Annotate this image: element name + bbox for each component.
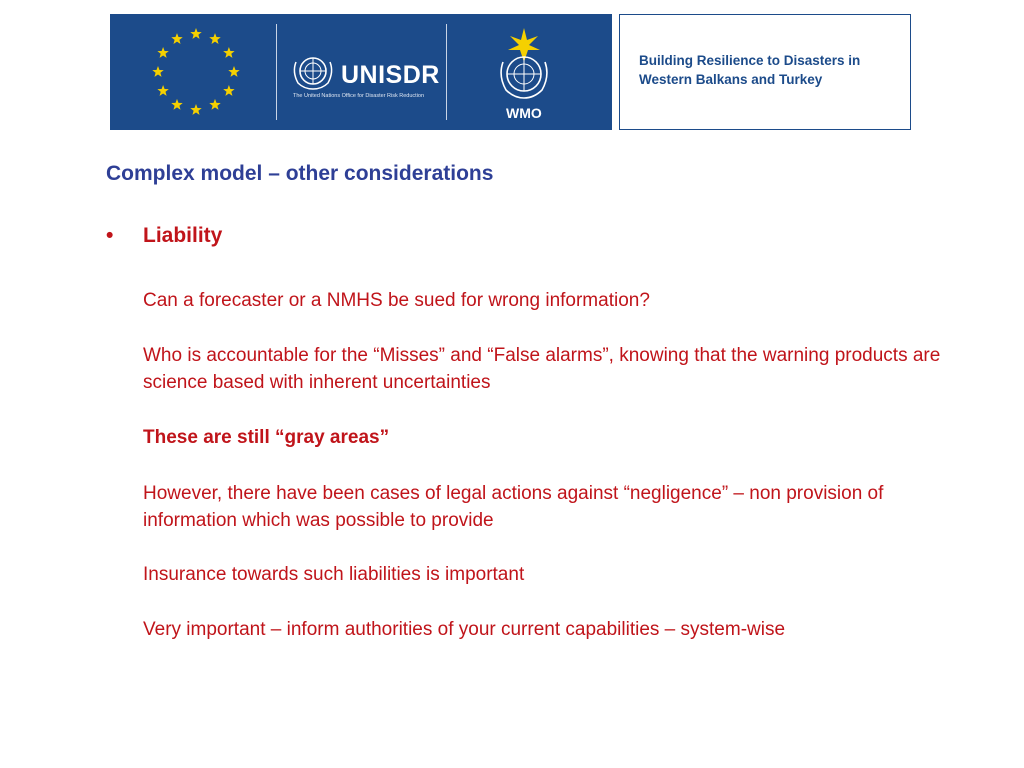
logo-strip: [110, 14, 612, 130]
eu-star-icon: [209, 99, 220, 110]
eu-star-icon: [228, 66, 239, 77]
eu-star-icon: [223, 85, 234, 96]
logo-divider-2: [446, 24, 447, 120]
slide-title: Complex model – other considerations: [106, 162, 494, 185]
paragraph-gray-areas: These are still “gray areas”: [143, 427, 390, 448]
paragraph-legal-actions: However, there have been cases of legal actions against “negligence” – non provision of information which was possible to provide: [143, 483, 884, 531]
project-title-line1: Building Resilience to Disasters in: [639, 53, 861, 68]
paragraph-capabilities: Very important – inform authorities of your current capabilities – system-wise: [143, 619, 786, 640]
header-banner: [110, 14, 912, 130]
eu-star-icon: [223, 47, 234, 58]
bullet-marker: •: [106, 224, 114, 247]
project-title-box: [619, 14, 911, 130]
paragraph-sued: Can a forecaster or a NMHS be sued for wrong information?: [143, 290, 650, 311]
unisdr-subtitle: The United Nations Office for Disaster Risk Reduction: [293, 93, 425, 99]
eu-star-icon: [171, 33, 182, 44]
un-emblem-icon: [290, 52, 336, 92]
eu-star-icon: [157, 47, 168, 58]
paragraph-accountable: Who is accountable for the “Misses” and “False alarms”, knowing that the warning products are science based with inherent uncertainties: [143, 345, 941, 393]
wmo-emblem-icon: [494, 24, 554, 104]
eu-star-icon: [171, 99, 182, 110]
logo-divider-1: [276, 24, 277, 120]
eu-star-icon: [209, 33, 220, 44]
eu-star-icon: [190, 28, 201, 39]
eu-star-icon: [152, 66, 163, 77]
unisdr-wordmark: UNISDR: [341, 61, 440, 89]
wmo-wordmark: WMO: [506, 105, 542, 121]
eu-star-icon: [157, 85, 168, 96]
eu-flag-stars-icon: [148, 24, 244, 120]
project-title: [639, 51, 901, 89]
paragraph-insurance: Insurance towards such liabilities is important: [143, 564, 525, 585]
project-title-line2: Western Balkans and Turkey: [639, 72, 823, 87]
bullet-label: Liability: [143, 224, 223, 247]
eu-star-icon: [190, 104, 201, 115]
